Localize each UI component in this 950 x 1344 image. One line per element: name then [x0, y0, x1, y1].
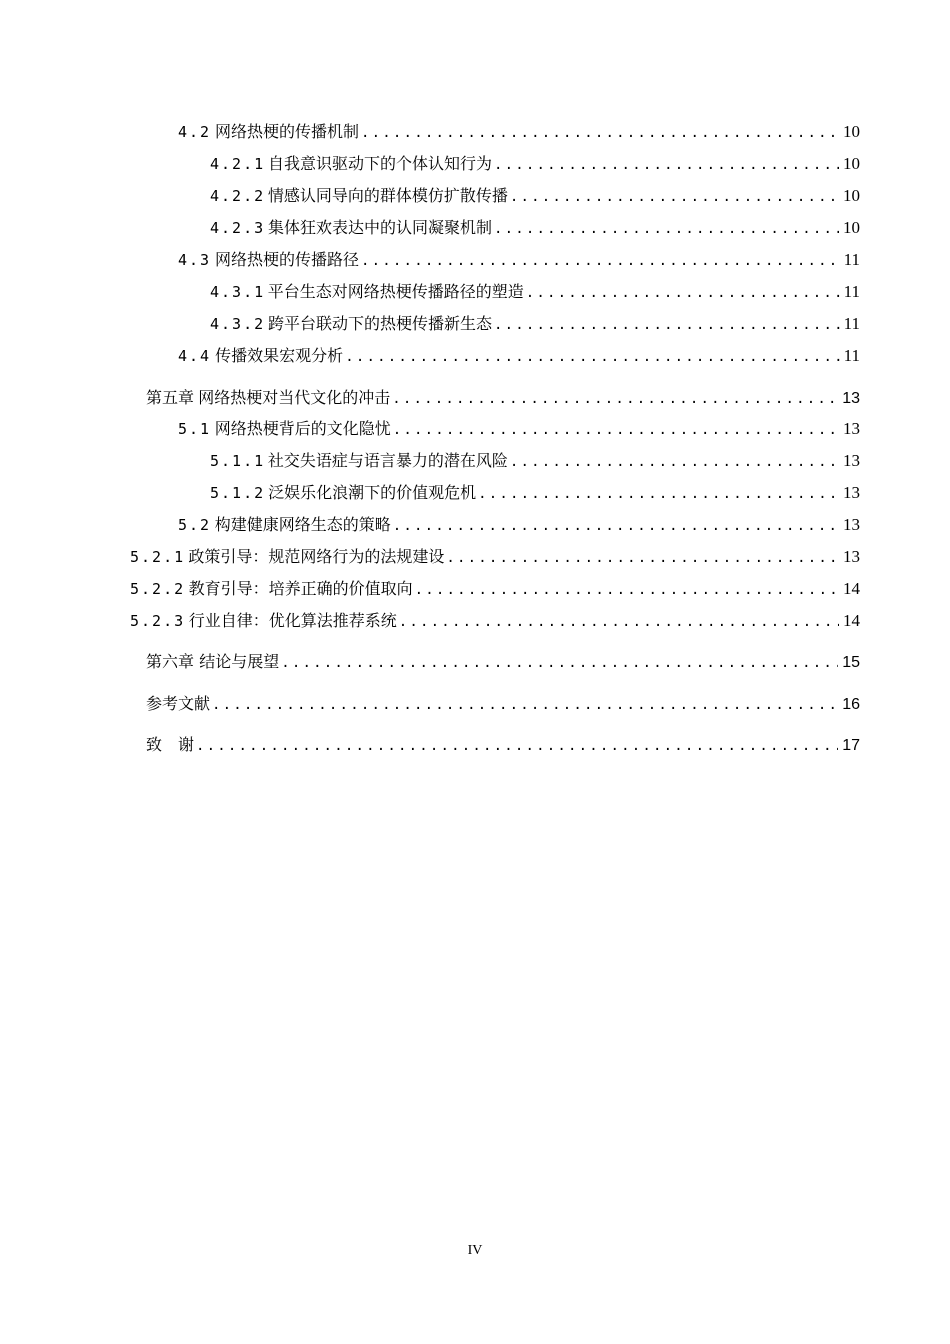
toc-entry-page: 11 [843, 282, 860, 301]
toc-entry-page: 13 [842, 390, 860, 407]
toc-entry-number: 4.2 [178, 123, 212, 141]
toc-entry-page: 10 [843, 186, 860, 205]
toc-entry[interactable] [178, 346, 860, 367]
toc-entry-number: 5.2.1 [130, 548, 186, 566]
toc-entry-number: 4.2.2 [210, 187, 266, 205]
toc-entry-number: 5.2 [178, 516, 212, 534]
toc-entry-page: 13 [843, 451, 860, 470]
toc-entry-page: 13 [843, 547, 860, 566]
toc-entry-title: 结论与展望 [199, 652, 280, 671]
toc-entry-title: 网络热梗的传播路径 [215, 250, 360, 269]
toc-entry[interactable] [130, 611, 860, 632]
toc-leader-dots [526, 283, 840, 303]
toc-leader-dots [510, 452, 839, 472]
toc-entry-number: 5.1 [178, 420, 212, 438]
toc-leader-dots [361, 251, 840, 271]
toc-entry-page: 17 [842, 737, 860, 754]
toc-entry-title: 行业自律：优化算法推荐系统 [188, 611, 397, 630]
toc-leader-dots [415, 580, 839, 600]
toc-entry[interactable] [130, 579, 860, 600]
toc-entry[interactable] [210, 483, 860, 504]
toc-leader-dots [345, 347, 839, 367]
toc-entry[interactable] [130, 547, 860, 568]
toc-entry-page: 13 [843, 419, 860, 438]
toc-entry-page: 16 [842, 696, 860, 713]
toc-entry-title: 集体狂欢表达中的认同凝聚机制 [268, 218, 493, 237]
toc-leader-dots [399, 612, 839, 632]
toc-entry[interactable] [210, 282, 860, 303]
toc-entry-page: 11 [843, 314, 860, 333]
toc-entry[interactable] [178, 250, 860, 271]
toc-entry-title: 传播效果宏观分析 [215, 346, 344, 365]
toc-chapter-number: 第六章 [146, 652, 195, 671]
toc-leader-dots [196, 736, 838, 756]
toc-entry-page: 13 [843, 483, 860, 502]
toc-leader-dots [494, 155, 839, 175]
toc-entry-page: 10 [843, 218, 860, 237]
toc-leader-dots [281, 653, 838, 673]
toc-leader-dots [361, 123, 839, 143]
toc-leader-dots [392, 389, 838, 409]
toc-chapter-number: 第五章 [146, 388, 195, 407]
toc-entry-title: 网络热梗的传播机制 [215, 122, 360, 141]
toc-entry-title: 致 谢 [146, 735, 195, 754]
toc-entry-title: 政策引导：规范网络行为的法规建设 [188, 547, 445, 566]
toc-entry-number: 4.4 [178, 347, 212, 365]
toc-leader-dots [393, 516, 839, 536]
toc-leader-dots [510, 187, 839, 207]
toc-entry-title: 网络热梗背后的文化隐忧 [214, 419, 391, 438]
toc-entry-title: 平台生态对网络热梗传播路径的塑造 [267, 282, 524, 301]
toc-entry[interactable] [210, 314, 860, 335]
toc-chapter-entry[interactable] [146, 735, 860, 756]
toc-entry-number: 4.2.3 [210, 219, 266, 237]
toc-entry[interactable] [178, 419, 860, 440]
toc-leader-dots [494, 219, 839, 239]
toc-entry-number: 5.2.3 [130, 612, 186, 630]
toc-chapter-entry[interactable] [146, 694, 860, 715]
toc-entry-title: 跨平台联动下的热梗传播新生态 [268, 314, 493, 333]
toc-entry-title: 网络热梗对当代文化的冲击 [198, 388, 391, 407]
toc-entry-title: 教育引导：培养正确的价值取向 [188, 579, 413, 598]
toc-entry-title: 社交失语症与语言暴力的潜在风险 [267, 451, 508, 470]
toc-leader-dots [393, 420, 839, 440]
toc-leader-dots [446, 548, 839, 568]
toc-entry-title: 参考文献 [146, 694, 211, 713]
toc-entry-number: 5.1.1 [210, 452, 266, 470]
toc-entry[interactable] [210, 451, 860, 472]
toc-entry-title: 构建健康网络生态的策略 [214, 515, 391, 534]
toc-entry[interactable] [178, 515, 860, 536]
toc-entry[interactable] [210, 218, 860, 239]
toc-chapter-entry[interactable] [146, 388, 860, 409]
toc-entry-title: 情感认同导向的群体模仿扩散传播 [267, 186, 508, 205]
toc-entry-number: 4.3 [178, 251, 212, 269]
toc-entry-number: 4.3.2 [210, 315, 266, 333]
toc-entry-number: 4.2.1 [210, 155, 266, 173]
toc-entry-page: 11 [843, 250, 860, 269]
toc-entry-page: 10 [843, 154, 860, 173]
toc-chapter-entry[interactable] [146, 652, 860, 673]
toc-entry-number: 5.1.2 [210, 484, 266, 502]
toc-entry[interactable] [178, 122, 860, 143]
toc-entry-page: 13 [843, 515, 860, 534]
toc-entry-number: 4.3.1 [210, 283, 266, 301]
toc-entry[interactable] [210, 154, 860, 175]
toc-entry-page: 10 [843, 122, 860, 141]
toc-entry-title: 泛娱乐化浪潮下的价值观危机 [268, 483, 477, 502]
page-number-footer: IV [467, 1243, 483, 1258]
toc-entry-page: 15 [842, 654, 860, 671]
toc-leader-dots [494, 315, 840, 335]
toc-leader-dots [478, 484, 839, 504]
toc-entry-title: 自我意识驱动下的个体认知行为 [268, 154, 493, 173]
toc-entry-page: 14 [843, 579, 860, 598]
toc-entry-page: 14 [843, 611, 860, 630]
toc-leader-dots [212, 695, 838, 715]
toc-entry-number: 5.2.2 [130, 580, 186, 598]
toc-entry-page: 11 [843, 346, 860, 365]
toc-entry[interactable] [210, 186, 860, 207]
